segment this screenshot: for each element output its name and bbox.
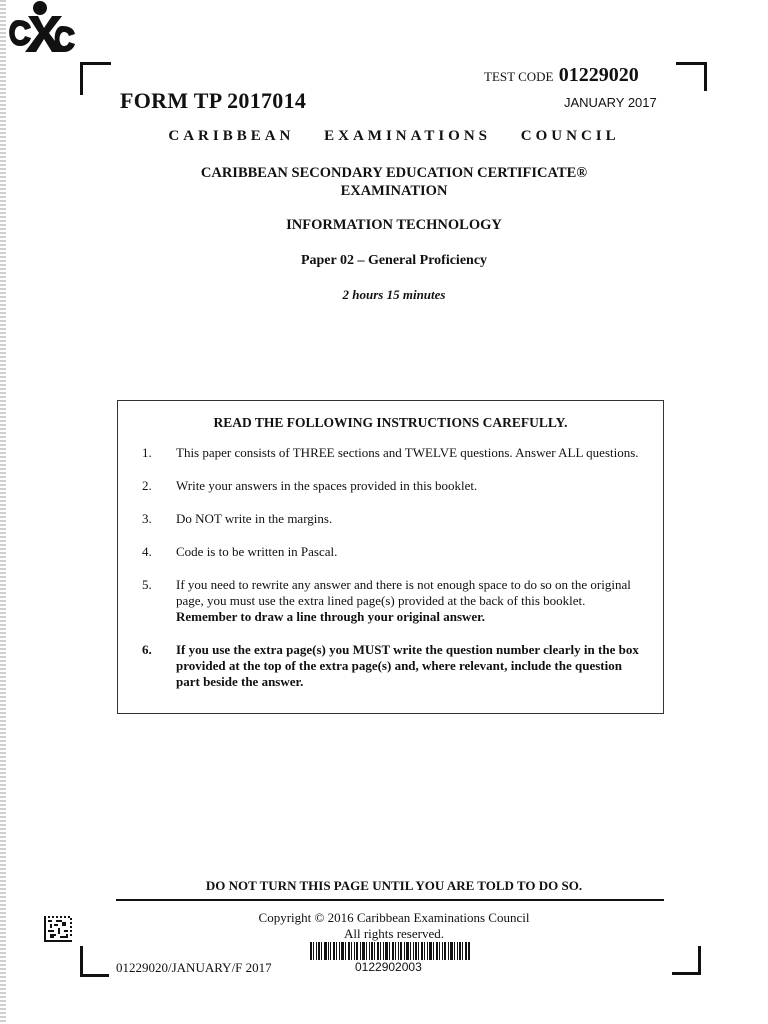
corner-mark-bottom-right: [672, 946, 701, 975]
instruction-text: This paper consists of THREE sections and TWELVE questions. Answer ALL questions.: [176, 445, 639, 460]
instruction-number: 1.: [142, 445, 152, 460]
footer-divider: [116, 899, 664, 901]
test-code-label: TEST CODE: [484, 69, 554, 84]
instruction-number: 5.: [142, 577, 152, 592]
instruction-number: 2.: [142, 478, 152, 493]
instruction-item: [118, 544, 663, 560]
form-code: FORM TP 2017014: [120, 88, 307, 113]
footer-form-code: 01229020/JANUARY/F 2017: [116, 960, 272, 975]
test-code: [484, 64, 639, 87]
barcode: [310, 942, 470, 960]
exam-date: JANUARY 2017: [564, 95, 657, 110]
instruction-text: If you use the extra page(s) you MUST write the question number clearly in the box provided at the top of the extra page(s) and, where relevant, include the question part beside the answer.: [176, 642, 639, 689]
instruction-number: 6.: [142, 642, 152, 657]
barcode-number: 0122902003: [355, 960, 422, 974]
instruction-emphasis: Remember to draw a line through your original answer.: [176, 609, 485, 624]
datamatrix-code: [44, 916, 72, 942]
instruction-number: 4.: [142, 544, 152, 559]
copyright: [10, 910, 768, 942]
instruction-text: Do NOT write in the margins.: [176, 511, 333, 526]
corner-mark-top-right: [676, 62, 707, 91]
certificate-title-line1: CARIBBEAN SECONDARY EDUCATION CERTIFICATE®: [200, 165, 588, 181]
council-title: CARIBBEAN EXAMINATIONS COUNCIL: [168, 128, 620, 144]
instruction-text: Write your answers in the spaces provided in this booklet.: [176, 478, 478, 493]
certificate-title: [10, 164, 768, 200]
exam-duration: 2 hours 15 minutes: [342, 287, 446, 302]
corner-mark-bottom-left: [80, 946, 109, 977]
instructions-box: [117, 400, 664, 714]
instruction-text: Code is to be written in Pascal.: [176, 544, 338, 559]
instruction-item: [118, 478, 663, 494]
instructions-heading: READ THE FOLLOWING INSTRUCTIONS CAREFULLY.: [213, 415, 568, 430]
instruction-item: [118, 642, 663, 690]
certificate-title-line2: EXAMINATION: [340, 183, 448, 199]
subject-title: INFORMATION TECHNOLOGY: [286, 217, 502, 233]
copyright-line2: All rights reserved.: [343, 926, 444, 941]
copyright-line1: Copyright © 2016 Caribbean Examinations Council: [258, 910, 530, 925]
instruction-item: [118, 577, 663, 625]
test-code-number: 01229020: [558, 64, 639, 86]
instructions-list: [118, 445, 663, 690]
corner-mark-top-left: [80, 62, 111, 95]
instruction-text: If you need to rewrite any answer and there is not enough space to do so on the original page, you must use the extra lined page(s) provided at the back of this booklet.: [176, 577, 631, 608]
instruction-item: [118, 511, 663, 527]
perforation-strip: [0, 0, 6, 1024]
do-not-turn-notice: DO NOT TURN THIS PAGE UNTIL YOU ARE TOLD TO DO SO.: [205, 878, 583, 893]
instruction-item: [118, 445, 663, 461]
paper-title: Paper 02 – General Proficiency: [300, 253, 488, 268]
cxc-logo: [0, 0, 78, 56]
instruction-number: 3.: [142, 511, 152, 526]
